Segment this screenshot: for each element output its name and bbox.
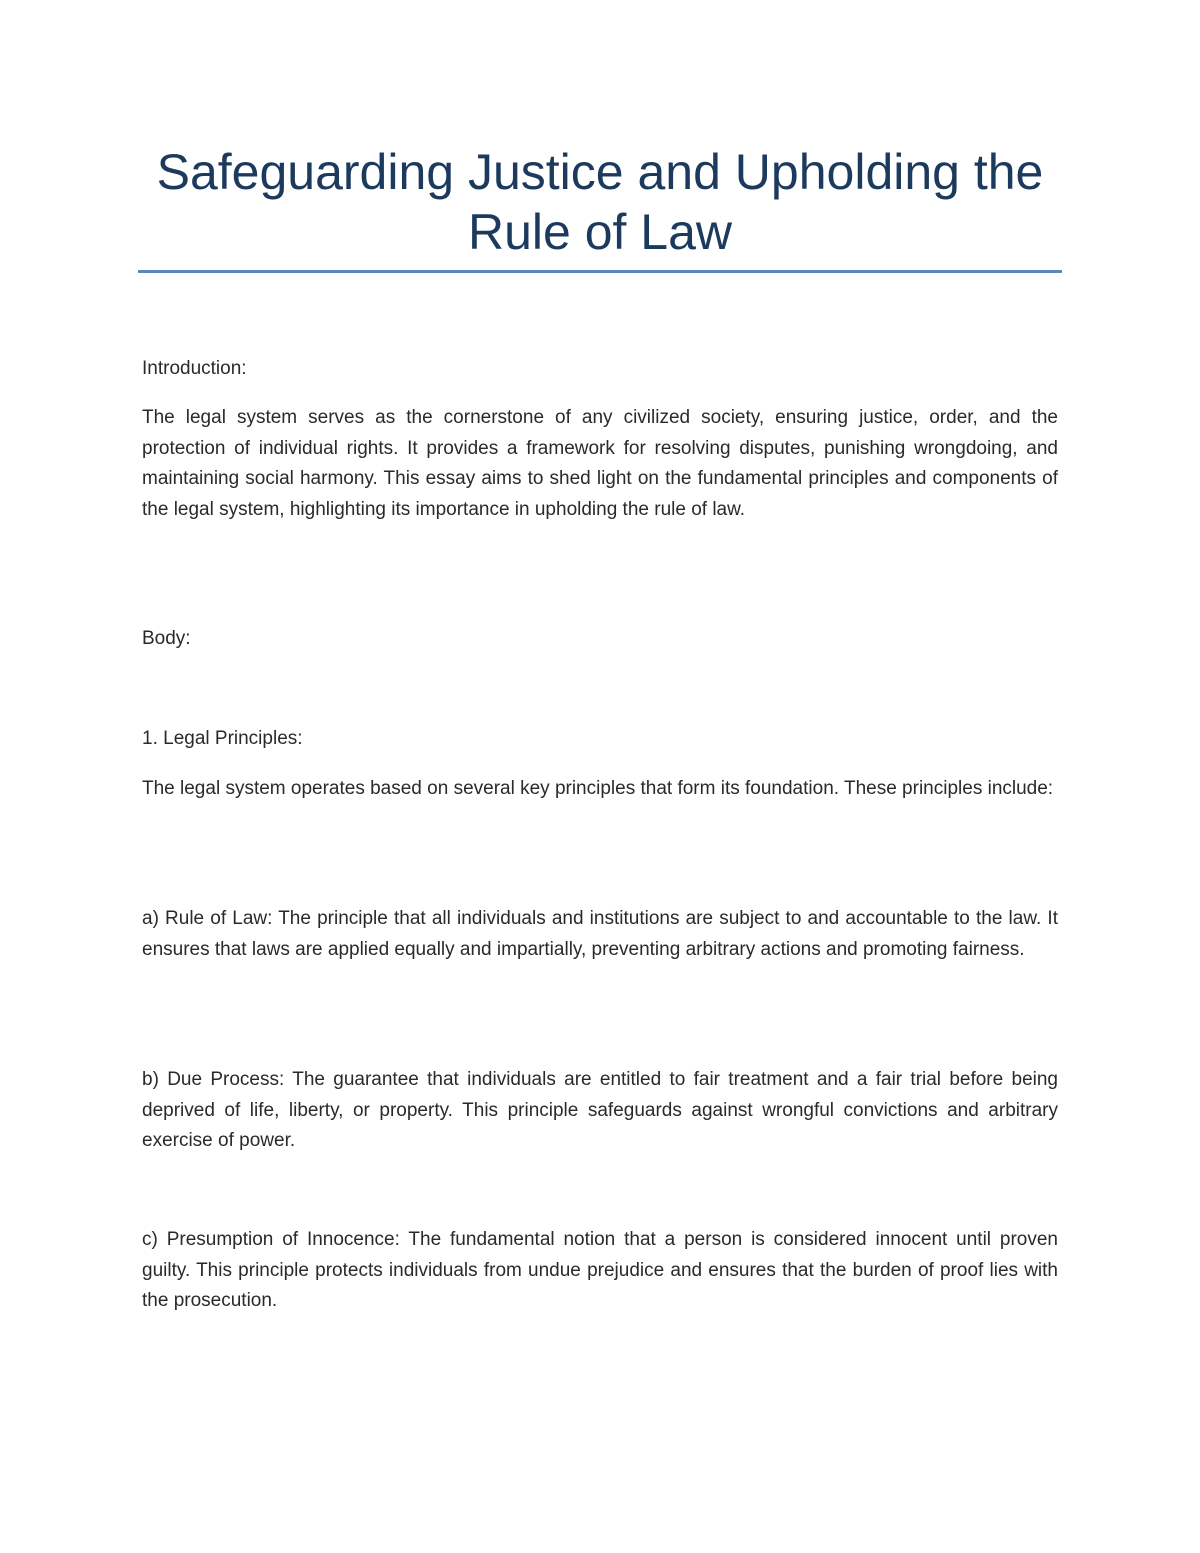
introduction-label: Introduction: — [142, 358, 247, 379]
principle-item-presumption-of-innocence: c) Presumption of Innocence: The fundamental notion that a person is considered innocent until proven guilty. This principle protects individuals from undue prejudice and ensures that the burden of proof lies with the prosecution. — [142, 1229, 1058, 1311]
introduction-paragraph: The legal system serves as the cornerstone of any civilized society, ensuring justice, order, and the protection of individual rights. It provides a framework for resolving disputes, punishing wrongdoing, and maintaining social harmony. This essay aims to shed light on the fundamental principles and components of the legal system, highlighting its importance in upholding the rule of law. — [142, 407, 1058, 520]
document-title: Safeguarding Justice and Upholding the Rule of Law — [156, 144, 1044, 260]
body-label: Body: — [142, 628, 191, 649]
title-divider — [138, 270, 1062, 273]
principle-item-rule-of-law: a) Rule of Law: The principle that all individuals and institutions are subject to and accountable to the law. It ensures that laws are applied equally and impartially, preventing arbitrary actions and promoting fairness. — [142, 908, 1058, 960]
section-heading-legal-principles: 1. Legal Principles: — [142, 728, 303, 749]
principle-item-due-process: b) Due Process: The guarantee that individuals are entitled to fair treatment and a fair trial before being deprived of life, liberty, or property. This principle safeguards against wrongful convictions and arbitrary exercise of power. — [142, 1069, 1058, 1151]
section-paragraph-legal-principles: The legal system operates based on several key principles that form its foundation. These principles include: — [142, 778, 1054, 799]
